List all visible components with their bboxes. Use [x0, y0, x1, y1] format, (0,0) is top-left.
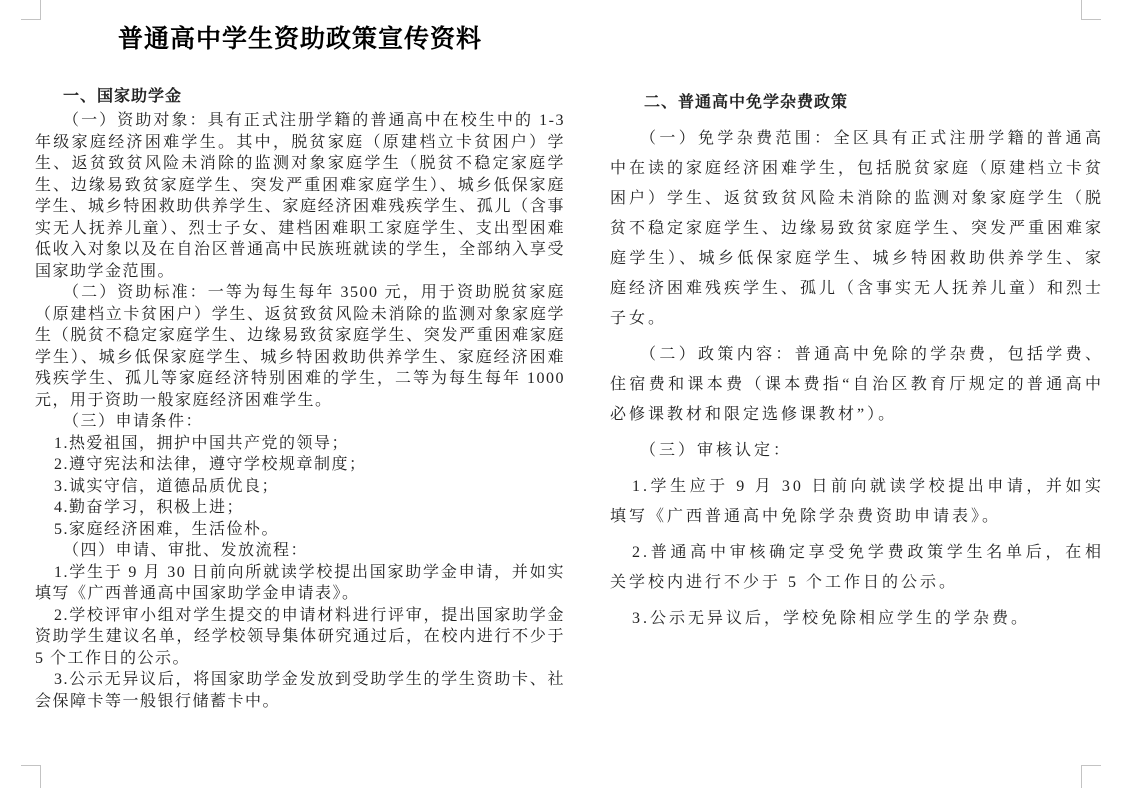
list-item: 1.学生应于 9 月 30 日前向就读学校提出申请，并如实填写《广西普通高中免除学杂费资助申请表》。: [610, 478, 1104, 525]
section-heading-national-grant: 一、国家助学金: [63, 88, 183, 105]
list-item: 1.学生于 9 月 30 日前向所就读学校提出国家助学金申请，并如实填写《广西普通高中国家助学金申请表》。: [35, 563, 565, 602]
list-item: 3.公示无异议后，将国家助学金发放到受助学生的学生资助卡、社会保障卡等一般银行储蓄卡中。: [35, 671, 565, 710]
list-item: 5.家庭经济困难，生活俭朴。: [54, 520, 280, 538]
list-item: 2.遵守宪法和法律，遵守学校规章制度；: [54, 456, 367, 473]
list-item: 2.普通高中审核确定享受免学费政策学生名单后，在相关学校内进行不少于 5 个工作日的公示。: [610, 544, 1104, 591]
list-item: 3.公示无异议后，学校免除相应学生的学杂费。: [632, 610, 1031, 627]
page-margin-mark-top-left: [21, 0, 41, 20]
list-item: 2.学校评审小组对学生提交的申请材料进行评审，提出国家助学金资助学生建议名单，经学校领导集体研究通过后，在校内进行不少于 5 个工作日的公示。: [35, 606, 565, 667]
paragraph: （三）审核认定：: [640, 442, 793, 459]
right-column: [610, 88, 1104, 640]
page-margin-mark-top-right: [1081, 0, 1101, 20]
paragraph: （四）申请、审批、发放流程：: [63, 542, 309, 559]
paragraph: （二）政策内容：普通高中免除的学杂费，包括学费、住宿费和课本费（课本费指“自治区教育厅规定的普通高中必修课教材和限定选修课教材”）。: [610, 346, 1104, 423]
document-title: 普通高中学生资助政策宣传资料: [117, 26, 482, 53]
paragraph: （一）免学杂费范围：全区具有正式注册学籍的普通高中在读的家庭经济困难学生，包括脱贫家庭（原建档立卡贫困户）学生、返贫致贫风险未消除的监测对象家庭学生（脱贫不稳定家庭学生、边缘易致贫家庭学生、突发严重困难家庭学生）、城乡低保家庭学生、城乡特困救助供养学生、家庭经济困难残疾学生、孤儿（含事实无人抚养儿童）和烈士子女。: [610, 130, 1105, 327]
left-column: [35, 22, 565, 712]
section-heading-fee-waiver: 二、普通高中免学杂费政策: [644, 94, 849, 111]
list-item: 1.热爱祖国，拥护中国共产党的领导；: [54, 434, 350, 452]
paragraph: （一）资助对象：具有正式注册学籍的普通高中在校生中的 1-3 年级家庭经济困难学生。其中，脱贫家庭（原建档立卡贫困户）学生、返贫致贫风险未消除的监测对象家庭学生（脱贫不稳定家庭学生、边缘易致贫家庭学生、突发严重困难家庭学生）、城乡低保家庭学生、城乡特困救助供养学生、家庭经济困难残疾学生、孤儿（含事实无人抚养儿童）、烈士子女、建档困难职工家庭学生、支出型困难低收入对象以及在自治区普通高中民族班就读的学生，全部纳入享受国家助学金范围。: [35, 112, 565, 280]
paragraph: （二）资助标准：一等为每生每年 3500 元，用于资助脱贫家庭（原建档立卡贫困户）学生、返贫致贫风险未消除的监测对象家庭学生（脱贫不稳定家庭学生、边缘易致贫家庭学生、突发严重困难家庭学生）、城乡低保家庭学生、城乡特困救助供养学生、家庭经济困难残疾学生、孤儿等家庭经济特别困难的学生，二等为每生每年 1000 元，用于资助一般家庭经济困难学生。: [35, 284, 565, 409]
list-item: 3.诚实守信，道德品质优良；: [54, 477, 280, 495]
page-margin-mark-bottom-left: [21, 765, 41, 788]
list-item: 4.勤奋学习，积极上进；: [54, 499, 245, 516]
page-margin-mark-bottom-right: [1081, 765, 1101, 788]
paragraph: （三）申请条件：: [63, 413, 204, 430]
